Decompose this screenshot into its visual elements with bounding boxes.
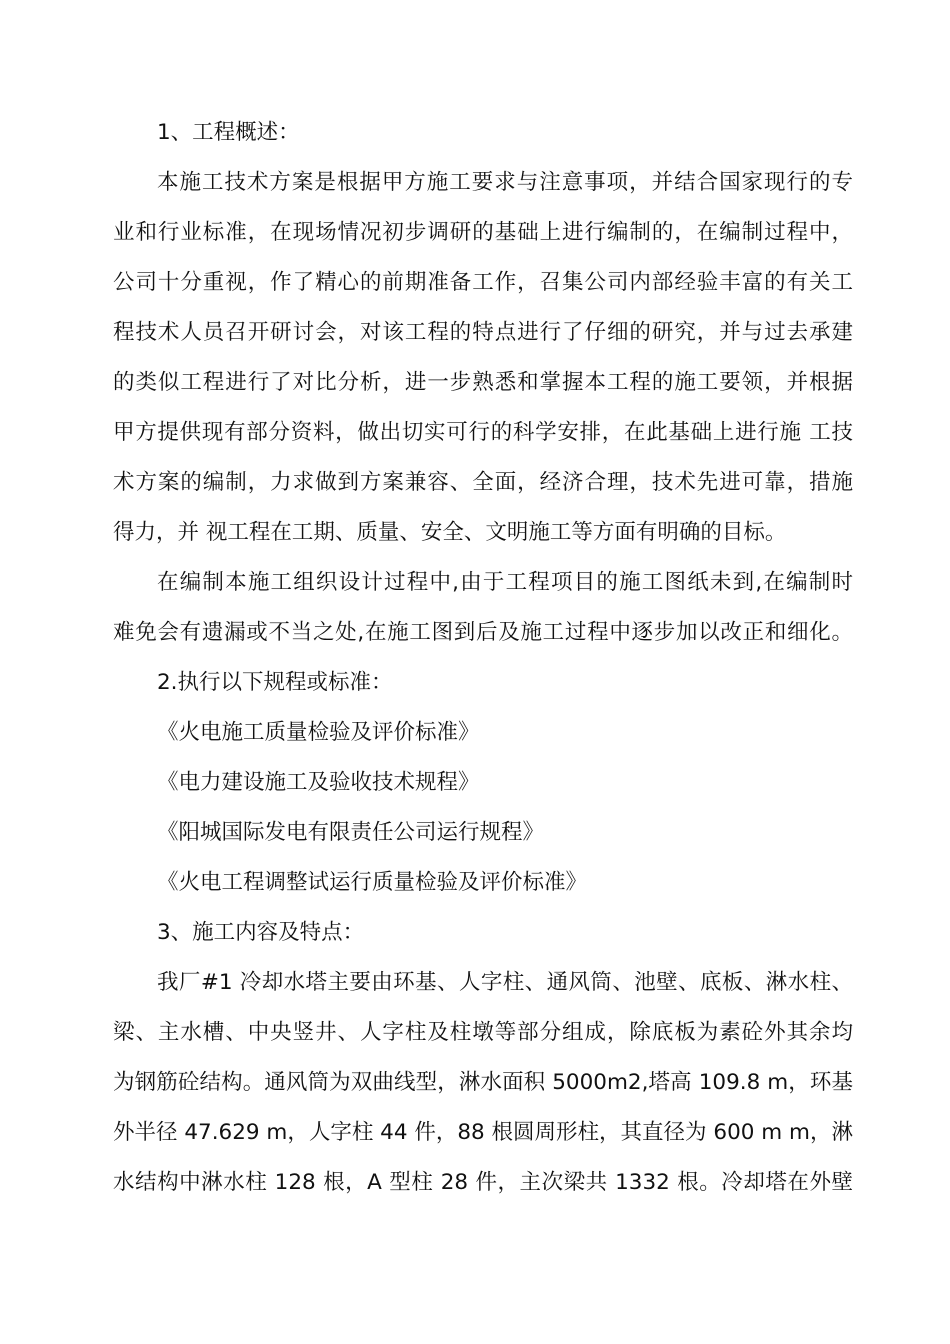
paragraph-line: 本施工技术方案是根据甲方施工要求与注意事项，并结合国家现行的专: [157, 170, 853, 195]
section-heading-overview: 1、工程概述：: [157, 120, 300, 145]
paragraph-line: 水结构中淋水柱 128 根，A 型柱 28 件，主次梁共 1332 根。冷却塔在外壁: [113, 1170, 853, 1195]
section-heading-content: 3、施工内容及特点：: [157, 920, 365, 945]
paragraph-line: 的类似工程进行了对比分析，进一步熟悉和掌握本工程的施工要领，并根据: [113, 370, 853, 395]
paragraph-line: 术方案的编制，力求做到方案兼容、全面，经济合理，技术先进可靠，措施: [113, 470, 853, 495]
section-heading-standards: 2.执行以下规程或标准：: [157, 670, 393, 695]
standard-item: 《阳城国际发电有限责任公司运行规程》: [157, 820, 545, 845]
paragraph-line: 业和行业标准，在现场情况初步调研的基础上进行编制的，在编制过程中，: [113, 220, 853, 245]
paragraph-line: 为钢筋砼结构。通风筒为双曲线型，淋水面积 5000m2,塔高 109.8 m，环基: [113, 1070, 853, 1095]
paragraph-line: 在编制本施工组织设计过程中,由于工程项目的施工图纸未到,在编制时: [157, 570, 853, 595]
document-body: [113, 108, 853, 1208]
standard-item: 《火电施工质量检验及评价标准》: [157, 720, 480, 745]
standard-item: 《电力建设施工及验收技术规程》: [157, 770, 480, 795]
paragraph-line: 得力，并 视工程在工期、质量、安全、文明施工等方面有明确的目标。: [113, 520, 787, 545]
paragraph-line: 程技术人员召开研讨会，对该工程的特点进行了仔细的研究，并与过去承建: [113, 320, 853, 345]
paragraph-line: 我厂#1 冷却水塔主要由环基、人字柱、通风筒、池壁、底板、淋水柱、: [157, 970, 853, 995]
standard-item: 《火电工程调整试运行质量检验及评价标准》: [157, 870, 588, 895]
paragraph-line: 难免会有遗漏或不当之处,在施工图到后及施工过程中逐步加以改正和细化。: [113, 620, 853, 645]
paragraph-line: 外半径 47.629 m，人字柱 44 件，88 根圆周形柱，其直径为 600 m m，淋: [113, 1120, 853, 1145]
paragraph-line: 公司十分重视，作了精心的前期准备工作，召集公司内部经验丰富的有关工: [113, 270, 853, 295]
paragraph-line: 梁、主水槽、中央竖井、人字柱及柱墩等部分组成，除底板为素砼外其余均: [113, 1020, 853, 1045]
paragraph-line: 甲方提供现有部分资料，做出切实可行的科学安排，在此基础上进行施 工技: [113, 420, 853, 445]
